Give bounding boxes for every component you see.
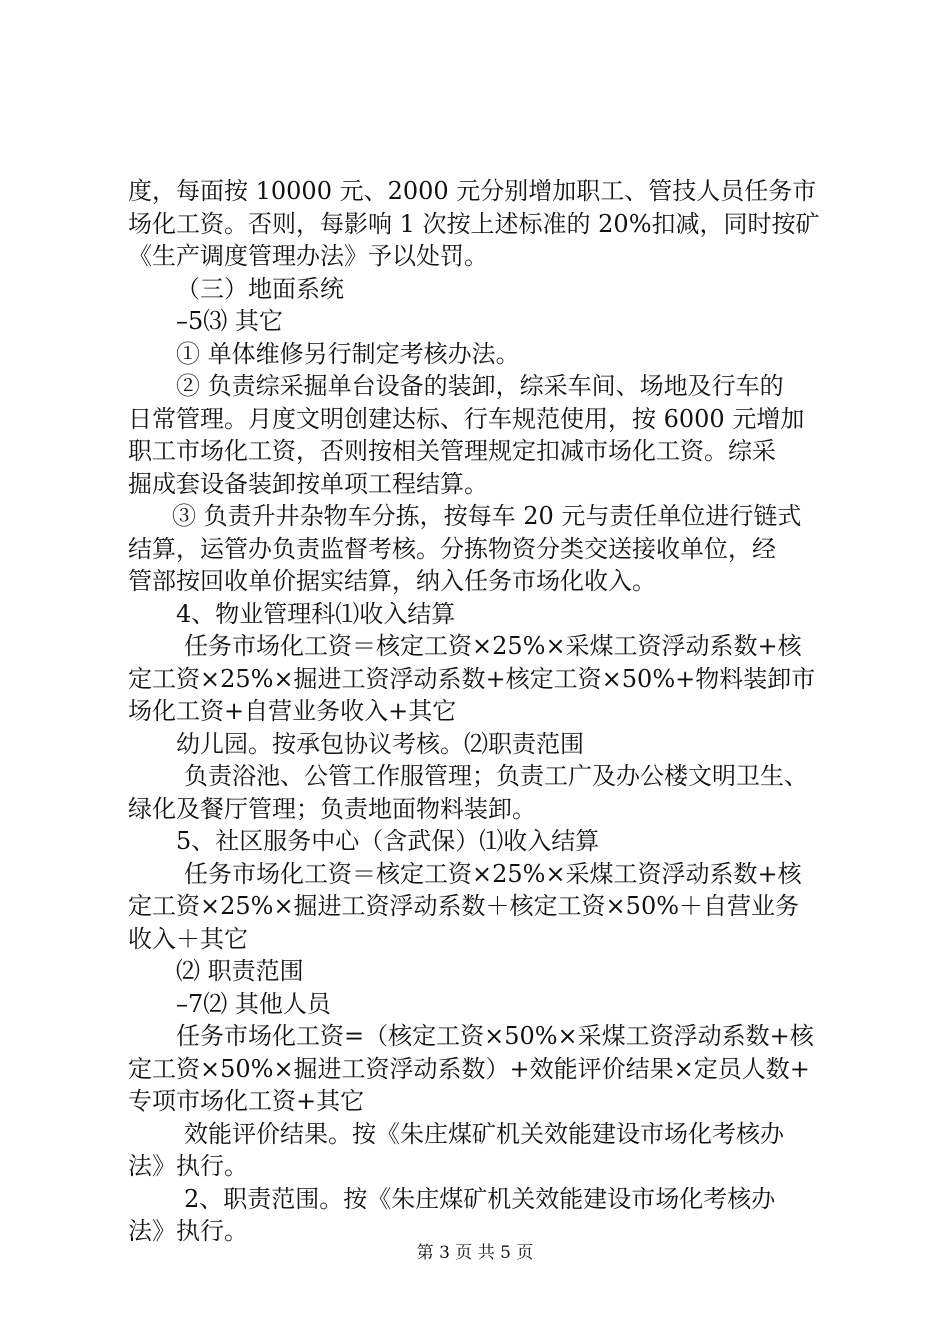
- text-line: 日常管理。月度文明创建达标、行车规范使用，按 6000 元增加: [128, 404, 805, 433]
- text-line: 定工资×25%×掘进工资浮动系数+核定工资×50%+物料装卸市: [128, 664, 816, 693]
- text-line: 收入＋其它: [128, 924, 248, 953]
- text-line: –7⑵ 其他人员: [176, 989, 331, 1018]
- list-item: ① 单体维修另行制定考核办法。: [176, 339, 520, 368]
- text-line: 掘成套设备装卸按单项工程结算。: [128, 469, 488, 498]
- text-line: 任务市场化工资=（核定工资×50%×采煤工资浮动系数+核: [176, 1022, 814, 1050]
- text-line: 绿化及餐厅管理；负责地面物料装卸。: [128, 794, 536, 823]
- text-line: 任务市场化工资＝核定工资×25%×采煤工资浮动系数+核: [184, 859, 802, 888]
- text-line: 管部按回收单价据实结算，纳入任务市场化收入。: [128, 567, 656, 595]
- section-heading: 5、社区服务中心（含武保）⑴收入结算: [176, 827, 600, 855]
- text-line: 场化工资。否则，每影响 1 次按上述标准的 20%扣减，同时按矿: [128, 209, 820, 238]
- text-line: 场化工资+自营业务收入+其它: [128, 697, 457, 725]
- text-line: 职工市场化工资，否则按相关管理规定扣减市场化工资。综采: [128, 437, 776, 465]
- text-line: –5⑶ 其它: [176, 307, 283, 335]
- list-item: ② 负责综采掘单台设备的装卸，综采车间、场地及行车的: [176, 372, 784, 400]
- text-line: 度，每面按 10000 元、2000 元分别增加职工、管技人员任务市: [128, 177, 817, 205]
- text-line: 幼儿园。按承包协议考核。⑵职责范围: [176, 729, 584, 758]
- text-line: 法》执行。: [128, 1217, 248, 1245]
- page-footer: [0, 1243, 950, 1263]
- text-line: 定工资×50%×掘进工资浮动系数）+效能评价结果×定员人数+: [128, 1054, 810, 1083]
- list-item: ③ 负责升井杂物车分拣，按每车 20 元与责任单位进行链式: [172, 502, 802, 530]
- section-heading: （三）地面系统: [176, 274, 344, 303]
- page-number: 第 3 页 共 5 页: [416, 1243, 534, 1263]
- text-line: 定工资×25%×掘进工资浮动系数＋核定工资×50%＋自营业务: [128, 892, 800, 920]
- document-body: [128, 175, 833, 1248]
- text-line: 专项市场化工资+其它: [128, 1087, 365, 1115]
- text-line: 效能评价结果。按《朱庄煤矿机关效能建设市场化考核办: [184, 1119, 784, 1148]
- text-line: 结算，运管办负责监督考核。分拣物资分类交送接收单位，经: [128, 534, 776, 563]
- section-heading: 4、物业管理科⑴收入结算: [176, 599, 456, 628]
- text-line: 2、职责范围。按《朱庄煤矿机关效能建设市场化考核办: [184, 1184, 776, 1213]
- text-line: 任务市场化工资＝核定工资×25%×采煤工资浮动系数+核: [184, 632, 802, 660]
- text-line: 法》执行。: [128, 1152, 248, 1180]
- text-line: ⑵ 职责范围: [176, 957, 304, 985]
- text-line: 《生产调度管理办法》予以处罚。: [128, 242, 488, 270]
- text-line: 负责浴池、公管工作服管理；负责工广及办公楼文明卫生、: [184, 762, 808, 790]
